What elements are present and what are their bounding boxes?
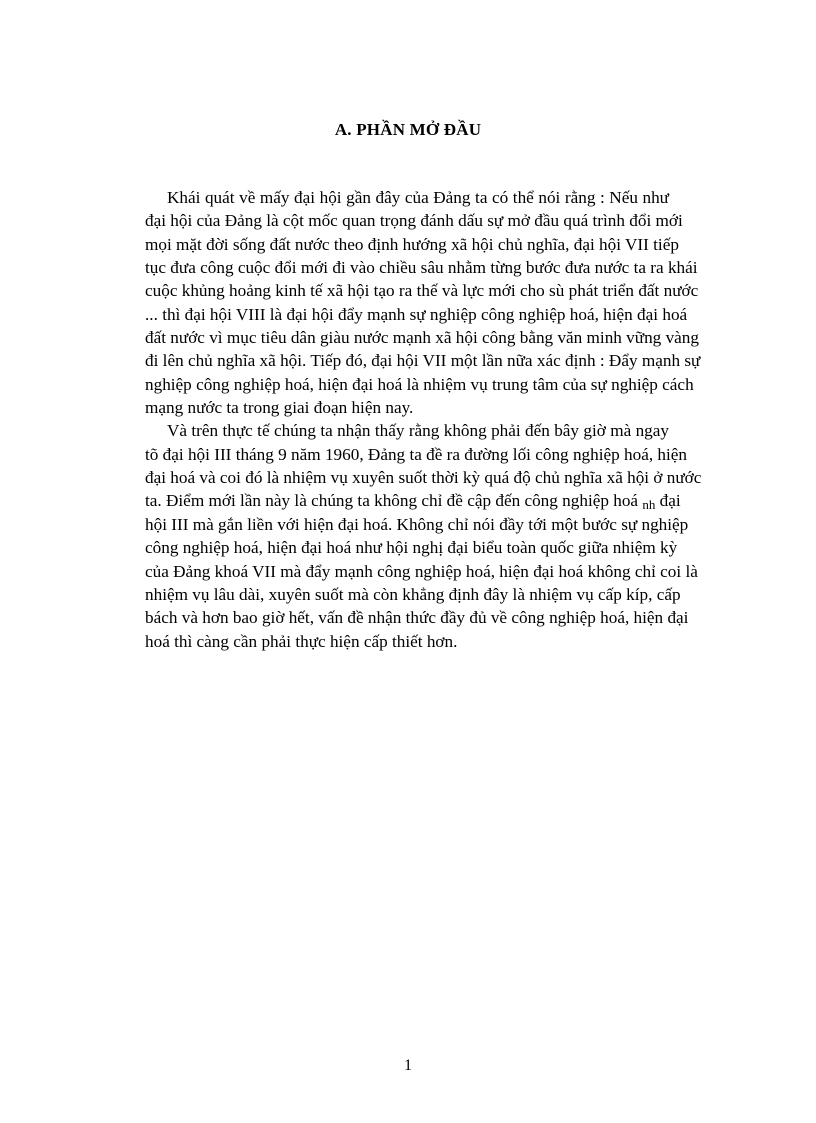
text-line: tõ đại hội III tháng 9 năm 1960, Đảng ta đề ra đường lối công nghiệp hoá, hiện [145, 444, 688, 464]
text-line: hoá thì càng cần phải thực hiện cấp thiết hơn. [145, 631, 458, 651]
paragraph [145, 186, 701, 419]
section-title: A. PHẦN MỞ ĐẦU [334, 120, 482, 139]
text-line: Và trên thực tế chúng ta nhận thấy rằng không phải đến bây giờ mà ngay [167, 421, 669, 441]
text-line: cuộc khủng hoảng kinh tế xã hội tạo ra thế và lực mới cho sù phát triển đất nước [145, 281, 699, 301]
text-line: công nghiệp hoá, hiện đại hoá như hội nghị đại biểu toàn quốc giữa nhiệm kỳ [145, 538, 678, 558]
text-line: đất nước vì mục tiêu dân giàu nước mạnh xã hội công bằng văn minh vững vàng [145, 328, 699, 348]
text-line: đi lên chủ nghĩa xã hội. Tiếp đó, đại hội VII một lần nữa xác định : Đẩy mạnh sự [145, 351, 701, 371]
body-text [145, 186, 702, 653]
text-line: mọi mặt đời sống đất nước theo định hướng xã hội chủ nghĩa, đại hội VII tiếp [145, 234, 679, 254]
text-line: bách và hơn bao giờ hết, vấn đề nhận thức đầy đủ về công nghiệp hoá, hiện đại [145, 608, 689, 628]
text-span: ta. Điểm mới lần này là chúng ta không chỉ đề cập đến công nghiệp hoá [145, 491, 639, 511]
text-line [145, 489, 681, 513]
text-line: đại hội của Đảng là cột mốc quan trọng đánh dấu sự mở đầu quá trình đổi mới [145, 211, 683, 231]
text-line: Khái quát về mấy đại hội gần đây của Đảng ta có thể nói rằng : Nếu như [167, 188, 669, 207]
text-line: đại hoá và coi đó là nhiệm vụ xuyên suốt thời kỳ quá độ chủ nghĩa xã hội ở nước [145, 468, 702, 488]
subscript-text: nh [642, 497, 656, 513]
text-line: nghiệp công nghiệp hoá, hiện đại hoá là nhiệm vụ trung tâm của sự nghiệp cách [145, 374, 694, 394]
text-line: nhiệm vụ lâu dài, xuyên suốt mà còn khẳng định đây là nhiệm vụ cấp kíp, cấp [145, 584, 681, 604]
text-line: của Đảng khoá VII mà đẩy mạnh công nghiệp hoá, hiện đại hoá không chỉ coi là [145, 561, 698, 581]
page-number: 1 [404, 1057, 412, 1074]
text-line: tục đưa công cuộc đổi mới đi vào chiều sâu nhằm từng bước đưa nước ta ra khái [145, 258, 698, 278]
text-line: hội III mà gắn liền với hiện đại hoá. Không chỉ nói đầy tới một bước sự nghiệp [145, 514, 689, 534]
text-span: đại [659, 491, 681, 511]
paragraph [145, 419, 702, 652]
text-line: mạng nước ta trong giai đoạn hiện nay. [145, 398, 414, 418]
text-line: ... thì đại hội VIII là đại hội đẩy mạnh sự nghiệp công nghiệp hoá, hiện đại hoá [145, 304, 688, 324]
